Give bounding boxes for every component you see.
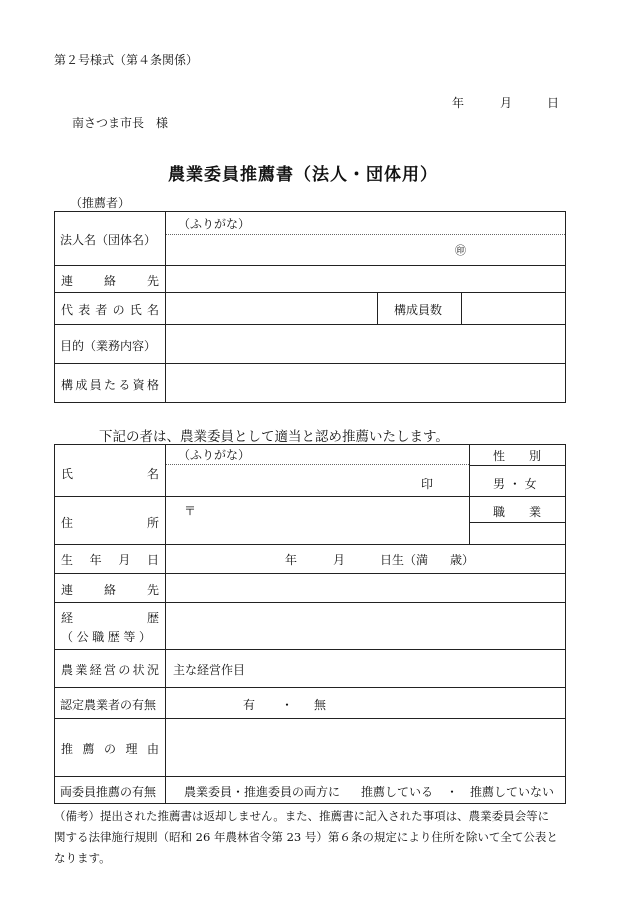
certified-yes-option[interactable]: 有 xyxy=(243,698,256,712)
candidate-contact-field[interactable] xyxy=(166,574,565,602)
both-recommended-option[interactable]: 推薦している xyxy=(361,785,434,799)
address-label: 住 所 xyxy=(61,516,159,530)
certified-farmer-label: 認定農業者の有無 xyxy=(60,698,157,712)
candidate-contact-label: 連 絡 先 xyxy=(61,583,159,597)
farming-status-label: 農 業 経 営 の 状 況 xyxy=(61,663,159,677)
candidate-name-label: 氏 名 xyxy=(61,467,159,481)
reason-label: 推 薦 の 理 由 xyxy=(61,742,159,756)
postal-mark: 〒 xyxy=(184,504,197,518)
main-crops-label: 主な経営作目 xyxy=(173,663,246,677)
birth-year-label: 年 xyxy=(285,553,298,567)
gender-options[interactable]: 男 ・ 女 xyxy=(493,477,537,491)
page-title: 農業委員推薦書（法人・団体用） xyxy=(168,165,438,185)
certified-separator: ・ xyxy=(281,698,294,712)
occupation-label: 職 業 xyxy=(493,505,541,519)
both-committees-text: 農業委員・推進委員の両方に xyxy=(184,785,341,799)
both-not-recommended-option[interactable]: 推薦していない xyxy=(470,785,555,799)
representative-name-label: 代 表 者 の 氏 名 xyxy=(61,303,159,317)
remarks-note xyxy=(54,806,574,869)
remarks-line: なります。 xyxy=(54,851,111,865)
recommender-contact-field[interactable] xyxy=(166,266,565,292)
row-divider xyxy=(54,776,566,777)
certified-no-option[interactable]: 無 xyxy=(314,698,327,712)
recommender-section-label: （推薦者） xyxy=(70,196,131,210)
seal-mark: ㊞ xyxy=(455,244,466,257)
recommendation-statement: 下記の者は、農業委員として適当と認め推薦いたします。 xyxy=(99,429,449,445)
date-year-label: 年 xyxy=(452,96,465,110)
birth-day-age-label: 日生（満 xyxy=(380,553,429,567)
birth-month-label: 月 xyxy=(333,553,346,567)
main-crops-field[interactable] xyxy=(260,650,565,687)
form-number: 第２号様式（第４条関係） xyxy=(54,53,199,67)
address-field[interactable] xyxy=(166,497,469,544)
corporate-name-label: 法人名（団体名） xyxy=(60,233,157,247)
qualification-label: 構 成 員 た る 資 格 xyxy=(61,378,159,392)
career-label: 経 歴 xyxy=(61,611,159,625)
candidate-furigana-label: （ふりがな） xyxy=(178,448,251,462)
purpose-label: 目的（業務内容） xyxy=(60,339,157,353)
representative-name-field[interactable] xyxy=(166,293,376,324)
addressee: 南さつま市長 様 xyxy=(72,116,169,130)
birth-age-suffix: 歳） xyxy=(450,553,475,567)
career-field[interactable] xyxy=(166,603,565,649)
date-month-label: 月 xyxy=(500,96,513,110)
recommender-contact-label: 連 絡 先 xyxy=(61,274,159,288)
cell-divider xyxy=(469,465,566,466)
birth-date-field[interactable] xyxy=(166,545,565,573)
member-count-label: 構成員数 xyxy=(394,303,443,317)
remarks-line: （備考）提出された推薦書は返却しません。また、推薦書に記入された事項は、農業委員会等に xyxy=(54,809,550,823)
remarks-line: 関する法律施行規則（昭和 26 年農林省令第 23 号）第６条の規定により住所を除いて全て公表と xyxy=(54,830,558,844)
occupation-field[interactable] xyxy=(470,523,565,544)
date-day-label: 日 xyxy=(547,96,560,110)
candidate-seal-mark: 印 xyxy=(421,477,434,491)
corporate-name-field[interactable] xyxy=(156,235,555,263)
purpose-field[interactable] xyxy=(166,325,565,363)
reason-field[interactable] xyxy=(166,719,565,776)
both-separator: ・ xyxy=(446,785,459,799)
row-divider xyxy=(54,687,566,688)
member-count-field[interactable] xyxy=(462,293,565,324)
cell-divider xyxy=(377,292,378,324)
qualification-field[interactable] xyxy=(166,364,565,402)
recommender-furigana-label: （ふりがな） xyxy=(178,217,251,231)
career-sub-label: （公職歴等） xyxy=(61,630,155,644)
birth-date-label: 生 年 月 日 xyxy=(61,553,159,567)
both-committees-label: 両委員推薦の有無 xyxy=(60,785,157,799)
gender-label: 性 別 xyxy=(493,449,541,463)
